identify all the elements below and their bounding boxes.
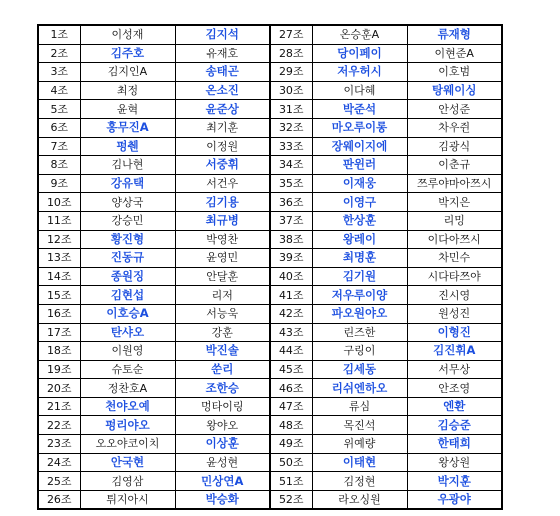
group-number-cell: 1조 xyxy=(38,25,80,44)
player-name: 슈토순 xyxy=(80,360,175,379)
group-number-cell: 45조 xyxy=(270,360,312,379)
table-row xyxy=(38,193,502,212)
player-name-highlighted: 당이페이 xyxy=(312,44,407,63)
player-name-highlighted: 서중휘 xyxy=(175,156,270,175)
group-number-cell: 27조 xyxy=(270,25,312,44)
table-row xyxy=(38,490,502,509)
group-number-cell: 3조 xyxy=(38,63,80,82)
group-number-cell: 42조 xyxy=(270,304,312,323)
table-row xyxy=(38,156,502,175)
group-number-cell: 38조 xyxy=(270,230,312,249)
player-name-highlighted: 황진형 xyxy=(80,230,175,249)
player-name-highlighted: 파오원야오 xyxy=(312,304,407,323)
player-name: 이정원 xyxy=(175,137,270,156)
table-row xyxy=(38,397,502,416)
player-name-highlighted: 민상연A xyxy=(175,472,270,491)
group-number-cell: 24조 xyxy=(38,453,80,472)
table-row xyxy=(38,100,502,119)
player-name: 이다혜 xyxy=(312,81,407,100)
group-number-cell: 50조 xyxy=(270,453,312,472)
group-number-cell: 30조 xyxy=(270,81,312,100)
player-name-highlighted: 탄샤오 xyxy=(80,323,175,342)
group-number-cell: 10조 xyxy=(38,193,80,212)
group-number-cell: 17조 xyxy=(38,323,80,342)
player-name-highlighted: 윤준상 xyxy=(175,100,270,119)
group-number-cell: 8조 xyxy=(38,156,80,175)
player-name: 이호범 xyxy=(407,63,502,82)
player-name-highlighted: 펑리야오 xyxy=(80,416,175,435)
player-name-highlighted: 우광야 xyxy=(407,490,502,509)
player-name: 김영삼 xyxy=(80,472,175,491)
player-name-highlighted: 저우루이양 xyxy=(312,286,407,305)
group-number-cell: 16조 xyxy=(38,304,80,323)
table-row xyxy=(38,63,502,82)
player-name-highlighted: 김기원 xyxy=(312,267,407,286)
table-row xyxy=(38,342,502,361)
player-name: 김나현 xyxy=(80,156,175,175)
player-name-highlighted: 최규병 xyxy=(175,211,270,230)
player-name: 강승민 xyxy=(80,211,175,230)
group-number-cell: 48조 xyxy=(270,416,312,435)
player-name-highlighted: 김지석 xyxy=(175,25,270,44)
player-name-highlighted: 탕웨이싱 xyxy=(407,81,502,100)
player-name-highlighted: 한상훈 xyxy=(312,211,407,230)
player-name: 류심 xyxy=(312,397,407,416)
player-name-highlighted: 류재형 xyxy=(407,25,502,44)
player-name-highlighted: 리쉬엔하오 xyxy=(312,379,407,398)
group-number-cell: 21조 xyxy=(38,397,80,416)
table-row xyxy=(38,211,502,230)
player-name-highlighted: 저우허시 xyxy=(312,63,407,82)
group-number-cell: 13조 xyxy=(38,249,80,268)
table-row xyxy=(38,360,502,379)
player-name: 양상국 xyxy=(80,193,175,212)
player-name: 박영찬 xyxy=(175,230,270,249)
table-row xyxy=(38,81,502,100)
player-name: 김정현 xyxy=(312,472,407,491)
player-name: 윤혁 xyxy=(80,100,175,119)
player-name: 이춘규 xyxy=(407,156,502,175)
player-name-highlighted: 천야오예 xyxy=(80,397,175,416)
table-row xyxy=(38,249,502,268)
table-row xyxy=(38,379,502,398)
table-row xyxy=(38,286,502,305)
table-row xyxy=(38,44,502,63)
table-row xyxy=(38,323,502,342)
table-row xyxy=(38,118,502,137)
player-name: 박지은 xyxy=(407,193,502,212)
player-name-highlighted: 이상훈 xyxy=(175,435,270,454)
player-name-highlighted: 판윈러 xyxy=(312,156,407,175)
player-name-highlighted: 강유택 xyxy=(80,174,175,193)
player-name-highlighted: 박승화 xyxy=(175,490,270,509)
player-name-highlighted: 이영구 xyxy=(312,193,407,212)
player-name-highlighted: 장웨이지에 xyxy=(312,137,407,156)
player-name-highlighted: 엔환 xyxy=(407,397,502,416)
player-name-highlighted: 온소진 xyxy=(175,81,270,100)
player-name-highlighted: 안국현 xyxy=(80,453,175,472)
table-row xyxy=(38,174,502,193)
group-number-cell: 29조 xyxy=(270,63,312,82)
player-name: 김광식 xyxy=(407,137,502,156)
group-number-cell: 49조 xyxy=(270,435,312,454)
group-number-cell: 41조 xyxy=(270,286,312,305)
player-name: 왕야오 xyxy=(175,416,270,435)
group-table-body xyxy=(38,25,502,509)
player-name-highlighted: 조한승 xyxy=(175,379,270,398)
player-name-highlighted: 한태희 xyxy=(407,435,502,454)
group-number-cell: 34조 xyxy=(270,156,312,175)
group-number-cell: 33조 xyxy=(270,137,312,156)
group-number-cell: 37조 xyxy=(270,211,312,230)
player-name-highlighted: 이태현 xyxy=(312,453,407,472)
player-name: 목진석 xyxy=(312,416,407,435)
group-number-cell: 12조 xyxy=(38,230,80,249)
group-number-cell: 23조 xyxy=(38,435,80,454)
group-number-cell: 7조 xyxy=(38,137,80,156)
group-number-cell: 22조 xyxy=(38,416,80,435)
player-name-highlighted: 마오루이롱 xyxy=(312,118,407,137)
player-name-highlighted: 김현섭 xyxy=(80,286,175,305)
group-number-cell: 4조 xyxy=(38,81,80,100)
group-number-cell: 18조 xyxy=(38,342,80,361)
group-number-cell: 6조 xyxy=(38,118,80,137)
player-name: 차민수 xyxy=(407,249,502,268)
group-number-cell: 11조 xyxy=(38,211,80,230)
player-name-highlighted: 김세동 xyxy=(312,360,407,379)
table-row xyxy=(38,453,502,472)
player-name-highlighted: 홍무진A xyxy=(80,118,175,137)
player-name: 윤성현 xyxy=(175,453,270,472)
player-name: 온승훈A xyxy=(312,25,407,44)
player-name: 진시영 xyxy=(407,286,502,305)
player-name: 라오싱원 xyxy=(312,490,407,509)
player-name-highlighted: 김진휘A xyxy=(407,342,502,361)
player-name: 유재호 xyxy=(175,44,270,63)
player-name-highlighted: 종원징 xyxy=(80,267,175,286)
player-name: 정찬호A xyxy=(80,379,175,398)
group-number-cell: 46조 xyxy=(270,379,312,398)
player-name: 쯔루야마아쯔시 xyxy=(407,174,502,193)
table-row xyxy=(38,267,502,286)
group-number-cell: 26조 xyxy=(38,490,80,509)
player-name: 차우쥔 xyxy=(407,118,502,137)
player-name: 리밍 xyxy=(407,211,502,230)
player-name: 왕상원 xyxy=(407,453,502,472)
group-number-cell: 28조 xyxy=(270,44,312,63)
player-name: 서무상 xyxy=(407,360,502,379)
player-name: 서건우 xyxy=(175,174,270,193)
table-row xyxy=(38,416,502,435)
group-number-cell: 19조 xyxy=(38,360,80,379)
player-name: 안성준 xyxy=(407,100,502,119)
group-number-cell: 5조 xyxy=(38,100,80,119)
group-number-cell: 52조 xyxy=(270,490,312,509)
player-name: 린즈한 xyxy=(312,323,407,342)
player-name: 서능욱 xyxy=(175,304,270,323)
group-number-cell: 36조 xyxy=(270,193,312,212)
table-row xyxy=(38,137,502,156)
player-name-highlighted: 이형진 xyxy=(407,323,502,342)
table-row xyxy=(38,472,502,491)
player-name-highlighted: 김주호 xyxy=(80,44,175,63)
player-name-highlighted: 박지훈 xyxy=(407,472,502,491)
group-number-cell: 25조 xyxy=(38,472,80,491)
player-name: 이원영 xyxy=(80,342,175,361)
table-row xyxy=(38,435,502,454)
player-name: 이현준A xyxy=(407,44,502,63)
group-number-cell: 14조 xyxy=(38,267,80,286)
player-name-highlighted: 쑨리 xyxy=(175,360,270,379)
group-number-cell: 44조 xyxy=(270,342,312,361)
group-number-cell: 35조 xyxy=(270,174,312,193)
group-number-cell: 31조 xyxy=(270,100,312,119)
group-number-cell: 9조 xyxy=(38,174,80,193)
player-name-highlighted: 펑췐 xyxy=(80,137,175,156)
player-name: 이다아쯔시 xyxy=(407,230,502,249)
group-table xyxy=(37,24,503,510)
group-number-cell: 2조 xyxy=(38,44,80,63)
player-name: 시다타쯔야 xyxy=(407,267,502,286)
player-name: 구링이 xyxy=(312,342,407,361)
table-row xyxy=(38,25,502,44)
group-number-cell: 32조 xyxy=(270,118,312,137)
player-name: 안달훈 xyxy=(175,267,270,286)
group-number-cell: 51조 xyxy=(270,472,312,491)
player-name: 강훈 xyxy=(175,323,270,342)
group-number-cell: 15조 xyxy=(38,286,80,305)
player-name: 안조영 xyxy=(407,379,502,398)
table-row xyxy=(38,230,502,249)
player-name: 리저 xyxy=(175,286,270,305)
player-name-highlighted: 김승준 xyxy=(407,416,502,435)
player-name-highlighted: 이재웅 xyxy=(312,174,407,193)
group-number-cell: 40조 xyxy=(270,267,312,286)
player-name-highlighted: 박진솔 xyxy=(175,342,270,361)
player-name: 멍타이링 xyxy=(175,397,270,416)
player-name: 오오야코이치 xyxy=(80,435,175,454)
player-name: 이성재 xyxy=(80,25,175,44)
player-name-highlighted: 왕레이 xyxy=(312,230,407,249)
player-name: 최정 xyxy=(80,81,175,100)
player-name: 위예량 xyxy=(312,435,407,454)
group-number-cell: 47조 xyxy=(270,397,312,416)
group-number-cell: 39조 xyxy=(270,249,312,268)
player-name-highlighted: 이호승A xyxy=(80,304,175,323)
player-name: 김지인A xyxy=(80,63,175,82)
player-name-highlighted: 박준석 xyxy=(312,100,407,119)
player-name: 원성진 xyxy=(407,304,502,323)
player-name: 윤영민 xyxy=(175,249,270,268)
player-name-highlighted: 최명훈 xyxy=(312,249,407,268)
player-name-highlighted: 김기용 xyxy=(175,193,270,212)
player-name-highlighted: 진동규 xyxy=(80,249,175,268)
player-name: 튀지아시 xyxy=(80,490,175,509)
player-name: 최기훈 xyxy=(175,118,270,137)
player-name-highlighted: 송태곤 xyxy=(175,63,270,82)
group-number-cell: 20조 xyxy=(38,379,80,398)
group-number-cell: 43조 xyxy=(270,323,312,342)
table-row xyxy=(38,304,502,323)
